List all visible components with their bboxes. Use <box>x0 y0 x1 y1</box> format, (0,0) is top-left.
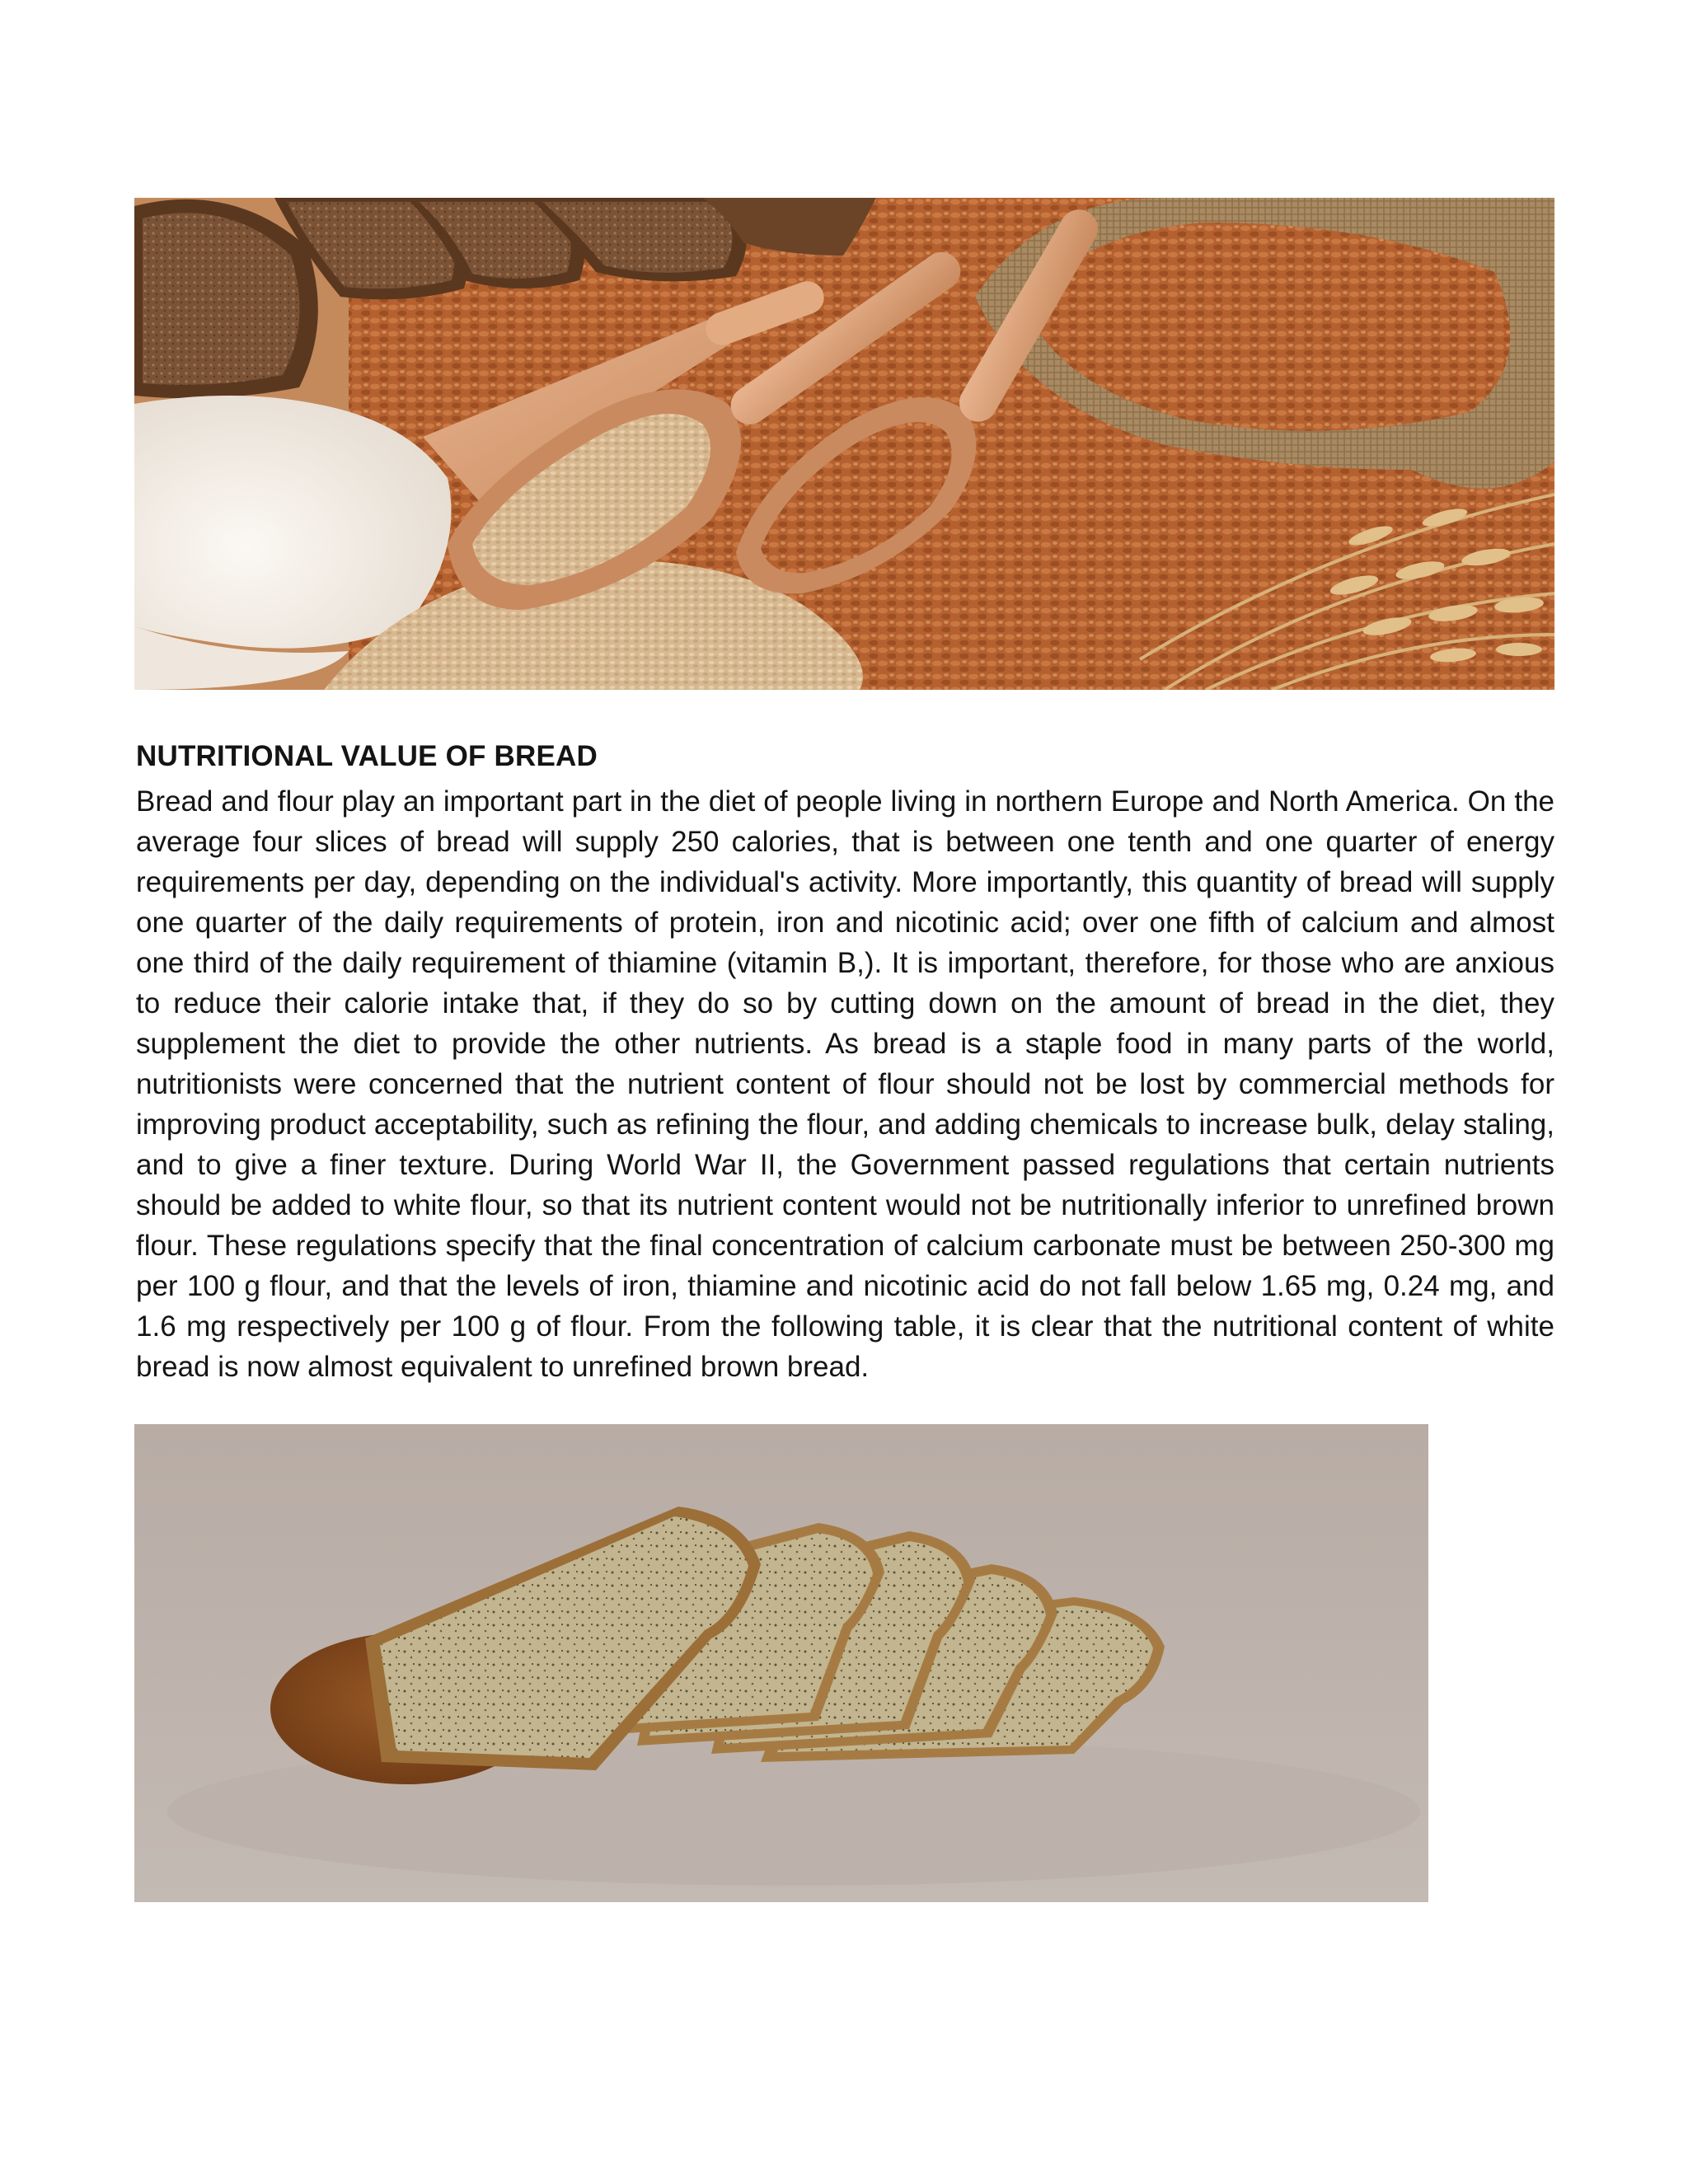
grains-flour-photo <box>134 198 1554 690</box>
sliced-bread-photo <box>134 1424 1428 1902</box>
article-body: Bread and flour play an important part in the diet of people living in northern Europe and North America. On the average four slices of bread will supply 250 calories, that is between one tenth and one quarter of energy requirements per day, depending on the individual's activity. More importantly, this quantity of bread will supply one quarter of the daily requirements of protein, iron and nicotinic acid; over one fifth of calcium and almost one third of the daily requirement of thiamine (vitamin B,). It is important, therefore, for those who are anxious to reduce their calorie intake that, if they do so by cutting down on the amount of bread in the diet, they supplement the diet to provide the other nutrients. As bread is a staple food in many parts of the world, nutritionists were concerned that the nutrient content of flour should not be lost by commercial methods for improving product acceptability, such as refining the flour, and adding chemicals to increase bulk, delay staling, and to give a finer texture. During World War II, the Government passed regulations that certain nutrients should be added to white flour, so that its nutrient content would not be nutritionally inferior to unrefined brown flour. These regulations specify that the final concentration of calcium carbonate must be between 250-300 mg per 100 g flour, and that the levels of iron, thiamine and nicotinic acid do not fall below 1.65 mg, 0.24 mg, and 1.6 mg respectively per 100 g of flour. From the following table, it is clear that the nutritional content of white bread is now almost equivalent to unrefined brown bread. <box>136 785 1554 1383</box>
grains-flour-illustration <box>134 198 1554 690</box>
article-heading: NUTRITIONAL VALUE OF BREAD <box>136 740 598 772</box>
sliced-bread-illustration <box>134 1424 1428 1902</box>
